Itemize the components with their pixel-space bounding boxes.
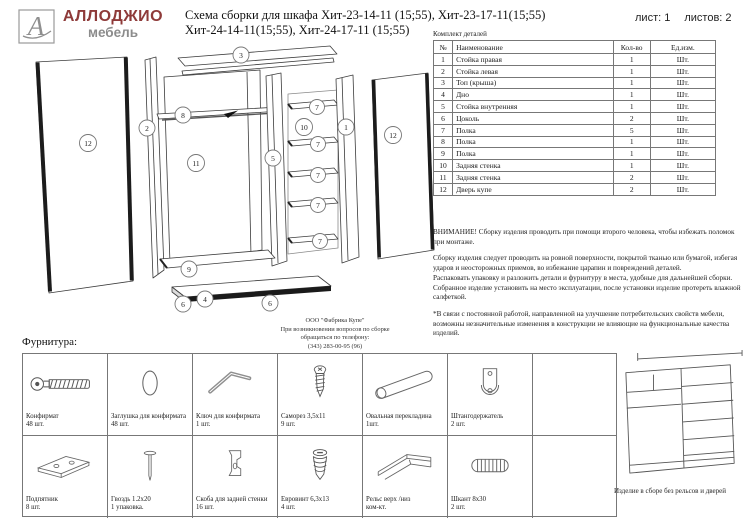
hardware-qty: 1 шт. xyxy=(196,421,211,429)
hardware-name: Подпятник xyxy=(26,496,58,503)
hardware-item xyxy=(278,354,363,436)
assembled-wardrobe-caption: Изделие в сборе без рельсов и дверей xyxy=(613,487,727,495)
table-row xyxy=(434,171,716,183)
table-cell: Стойка правая xyxy=(453,54,614,66)
hardware-name: Конфирмат xyxy=(26,413,59,420)
table-cell: 1 xyxy=(613,77,650,89)
hardware-name: Гвоздь 1.2х20 xyxy=(111,496,151,503)
svg-text:A: A xyxy=(27,11,45,41)
factory-phone: (343) 283-00-95 (96) xyxy=(307,342,363,350)
factory-name: ООО "Фабрика Купе" xyxy=(305,317,365,324)
hardware-grid-spacer xyxy=(533,354,617,436)
hardware-qty: 48 шт. xyxy=(111,421,129,429)
table-cell: Стойка левая xyxy=(453,65,614,77)
table-cell: 9 xyxy=(434,148,453,160)
callout-label: 6 xyxy=(181,300,185,309)
table-row xyxy=(434,148,716,160)
hardware-item xyxy=(23,354,108,436)
table-cell: 2 xyxy=(613,171,650,183)
table-cell: Шт. xyxy=(650,54,715,66)
table-cell: Дно xyxy=(453,89,614,101)
table-row xyxy=(434,89,716,101)
back-wall-left-shape xyxy=(164,70,262,264)
euro-screw-icon xyxy=(278,436,362,496)
table-cell: Цоколь xyxy=(453,112,614,124)
callout-label: 7 xyxy=(316,140,320,149)
hardware-item xyxy=(193,436,278,518)
right-door-shape xyxy=(372,73,434,259)
brand-name: АЛЛОДЖИО xyxy=(62,8,164,25)
hardware-item xyxy=(448,354,533,436)
parts-table-caption: Комплект деталей xyxy=(433,30,487,38)
table-cell: Шт. xyxy=(650,183,715,195)
callout-label: 12 xyxy=(389,131,397,140)
table-cell: Шт. xyxy=(650,101,715,113)
hardware-qty: 4 шт. xyxy=(281,504,296,512)
callout-label: 2 xyxy=(145,124,149,133)
hardware-heading: Фурнитура: xyxy=(22,336,78,348)
table-cell: Шт. xyxy=(650,77,715,89)
table-cell: Шт. xyxy=(650,89,715,101)
assembled-wardrobe-drawing xyxy=(618,348,746,484)
bracket-icon xyxy=(193,436,277,496)
table-cell: 2 xyxy=(434,65,453,77)
hardware-qty: 16 шт. xyxy=(196,504,214,512)
table-row xyxy=(434,65,716,77)
note-disclaimer: *В связи с постоянной работой, направленной на улучшение потребительских свойств мебели, возможны незначительные изменения в конструкции не влияющие на функциональные качества изделий. xyxy=(433,310,730,338)
hardware-qty: 1шт. xyxy=(366,421,379,429)
table-cell: 11 xyxy=(434,171,453,183)
table-cell: 1 xyxy=(613,65,650,77)
hardware-item xyxy=(23,436,108,518)
hardware-qty: 2 шт. xyxy=(451,421,466,429)
hardware-name: Скоба для задней стенки xyxy=(196,496,268,503)
table-cell: Задняя стенка xyxy=(453,160,614,172)
table-cell: 6 xyxy=(434,112,453,124)
cap-icon xyxy=(108,354,192,413)
hardware-item xyxy=(108,436,193,518)
title-line-2: Хит-24-14-11(15;55), Хит-24-17-11 (15;55) xyxy=(185,23,410,37)
left-stand-shape xyxy=(145,57,164,278)
table-cell: Полка xyxy=(453,136,614,148)
table-row xyxy=(434,124,716,136)
hardware-item xyxy=(363,436,448,518)
table-cell: 1 xyxy=(613,54,650,66)
hardware-grid-spacer xyxy=(533,436,617,518)
hardware-name: Овальная перекладина xyxy=(366,413,432,420)
assembly-notes xyxy=(433,228,745,339)
table-row xyxy=(434,136,716,148)
callout-label: 7 xyxy=(316,201,320,210)
table-cell: 1 xyxy=(613,136,650,148)
hardware-item xyxy=(108,354,193,436)
right-stand-shape xyxy=(336,75,359,263)
table-cell: 2 xyxy=(613,183,650,195)
nail-icon xyxy=(108,436,192,496)
table-cell: 3 xyxy=(434,77,453,89)
callout-label: 5 xyxy=(271,154,275,163)
rod-holder-icon xyxy=(448,354,532,413)
callout-label: 12 xyxy=(84,139,92,148)
table-cell: 1 xyxy=(613,160,650,172)
callout-label: 6 xyxy=(268,299,272,308)
callout-label: 11 xyxy=(192,159,200,168)
hardware-item xyxy=(278,436,363,518)
table-cell: 8 xyxy=(434,136,453,148)
callout-label: 9 xyxy=(187,265,191,274)
exploded-diagram xyxy=(0,0,460,330)
table-cell: 2 xyxy=(613,112,650,124)
table-cell: Шт. xyxy=(650,65,715,77)
table-cell: Стойка внутренняя xyxy=(453,101,614,113)
screw-icon xyxy=(278,354,362,413)
callout-label: 7 xyxy=(315,103,319,112)
sheet-number: лист: 1 xyxy=(635,12,671,24)
column-header: Кол-во xyxy=(613,41,650,54)
hardware-name: Шкант 8х30 xyxy=(451,496,486,503)
table-cell: 12 xyxy=(434,183,453,195)
hardware-item xyxy=(448,436,533,518)
column-header: Наименование xyxy=(453,41,614,54)
brand-sub: мебель xyxy=(87,25,139,40)
table-row xyxy=(434,183,716,195)
foot-plate-icon xyxy=(23,436,107,496)
bottom-assembly-shape xyxy=(172,276,331,302)
hardware-name: Ключ для конфирмата xyxy=(196,413,261,420)
table-cell: Шт. xyxy=(650,148,715,160)
callout-label: 1 xyxy=(344,123,348,132)
table-cell: Полка xyxy=(453,124,614,136)
table-cell: Шт. xyxy=(650,124,715,136)
callout-label: 4 xyxy=(203,295,207,304)
table-cell: Топ (крыша) xyxy=(453,77,614,89)
table-cell: Шт. xyxy=(650,160,715,172)
parts-table xyxy=(433,40,716,196)
rail-icon xyxy=(363,436,447,496)
table-cell: 1 xyxy=(613,148,650,160)
table-cell: Задняя стенка xyxy=(453,171,614,183)
hardware-qty: 2 шт. xyxy=(451,504,466,512)
table-cell: 7 xyxy=(434,124,453,136)
table-cell: 5 xyxy=(434,101,453,113)
table-cell: Шт. xyxy=(650,136,715,148)
dowel-icon xyxy=(448,436,532,496)
factory-note-1: При возникновении вопросов по сборке xyxy=(280,325,390,333)
note-unpack: Распаковать упаковку и разложить детали и фурнитуру в места, удобные для дальнейшей сборки. xyxy=(433,273,733,282)
note-place: Собранное изделие установить на место эксплуатации, после установки изделие протереть влажной салфеткой. xyxy=(433,283,741,302)
table-row xyxy=(434,77,716,89)
table-cell: 1 xyxy=(613,89,650,101)
column-header: Ед.изм. xyxy=(650,41,715,54)
hardware-qty: 48 шт. xyxy=(26,421,44,429)
column-header: № xyxy=(434,41,453,54)
callout-label: 10 xyxy=(300,123,308,132)
table-row xyxy=(434,101,716,113)
table-cell: Полка xyxy=(453,148,614,160)
table-cell: Дверь купе xyxy=(453,183,614,195)
hardware-item xyxy=(363,354,448,436)
hardware-qty: 1 упаковка. xyxy=(111,504,144,512)
table-cell: 4 xyxy=(434,89,453,101)
oval-rail-icon xyxy=(363,354,447,413)
hardware-item xyxy=(193,354,278,436)
factory-contact xyxy=(240,317,430,352)
table-row xyxy=(434,112,716,124)
hardware-qty: 9 шт. xyxy=(281,421,296,429)
hex-key-icon xyxy=(193,354,277,413)
sheet-info xyxy=(635,12,745,24)
table-cell: 1 xyxy=(613,101,650,113)
table-cell: 10 xyxy=(434,160,453,172)
callout-label: 8 xyxy=(181,111,185,120)
factory-note-2: обращаться по телефону: xyxy=(300,334,370,342)
callout-label: 7 xyxy=(316,171,320,180)
title-line-1: Схема сборки для шкафа Хит-23-14-11 (15;55), Хит-23-17-11(15;55) xyxy=(185,8,546,22)
hardware-name: Рельс верх /низ xyxy=(366,496,411,503)
table-cell: Шт. xyxy=(650,112,715,124)
note-surface: Сборку изделия следует проводить на ровной поверхности, покрытой тканью или бумагой, избегая ударов и неосторожных приемов, во избежание царапин и повреждений деталей. xyxy=(433,254,738,273)
callout-label: 3 xyxy=(239,51,243,60)
hardware-name: Заглушка для конфирмата xyxy=(111,413,186,420)
hardware-qty: 8 шт. xyxy=(26,504,41,512)
sheets-total: листов: 2 xyxy=(684,12,732,24)
hardware-name: Саморез 3,5х11 xyxy=(281,413,326,420)
table-cell: Шт. xyxy=(650,171,715,183)
parts-panel xyxy=(433,30,733,196)
table-cell: 5 xyxy=(613,124,650,136)
parts-table-body xyxy=(434,54,716,196)
warning-text: ВНИМАНИЕ! Сборку изделия проводить при помощи второго человека, чтобы избежать поломок при монтаже. xyxy=(433,228,735,246)
table-cell: 1 xyxy=(434,54,453,66)
hardware-qty: ком-кт. xyxy=(366,504,387,512)
confirmat-screw-icon xyxy=(23,354,107,413)
hardware-grid xyxy=(22,353,617,517)
internal-stand-shape xyxy=(266,73,287,266)
table-row xyxy=(434,54,716,66)
hardware-name: Штангодержатель xyxy=(451,413,504,420)
hardware-name: Евровинт 6,3х13 xyxy=(281,496,330,503)
parts-table-header-row xyxy=(434,41,716,54)
table-row xyxy=(434,160,716,172)
callout-label: 7 xyxy=(318,237,322,246)
left-door-shape xyxy=(36,57,133,293)
